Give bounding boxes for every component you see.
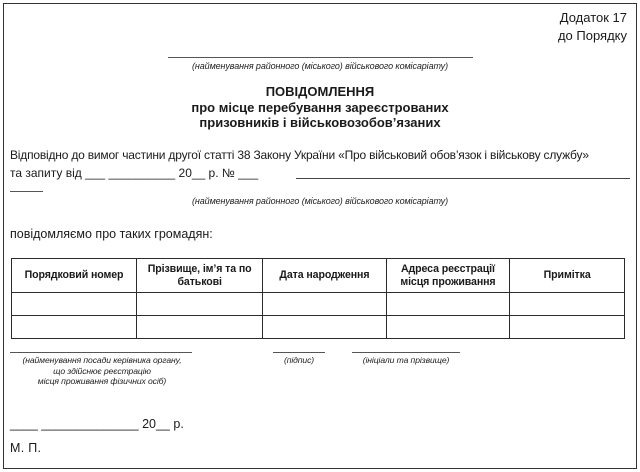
table-cell [510,316,625,339]
corner-note-line2: до Порядку [557,27,627,43]
request-fill-line [296,178,630,179]
date-fill-line: ____ ______________ 20__ р. [10,417,184,431]
table-cell [12,316,137,339]
corner-note-line1: Додаток 17 [559,10,627,25]
head-position-caption-line3: місця проживання фізичних осіб) [37,376,167,386]
table-header-full-name: Прізвище, ім’я та по батькові [137,259,263,293]
table-cell [137,293,263,316]
signature-caption: (підпис) [283,355,315,365]
intro-line1: Відповідно до вимог частини другої статті 38 Закону України «Про військовий обов’язок і військову службу» [10,148,589,162]
conscripts-table [11,258,625,339]
request-blanks-text: та запиту від ___ __________ 20__ р. № ___ [10,165,259,180]
table-header-note: Примітка [510,259,625,293]
head-position-fill-line [10,352,192,353]
intro-line2 [10,165,630,183]
table-cell [263,293,386,316]
head-position-caption-line2: що здійснює реєстрацію [53,365,151,376]
table-header-row [12,259,625,293]
head-position-caption [8,355,196,387]
document-title [0,84,640,131]
org-name-caption-top: (найменування районного (міського) військового комісаріату) [192,61,448,71]
org-name-caption-mid: (найменування районного (міського) військового комісаріату) [192,196,448,206]
table-header-registration-address: Адреса реєстрації місця проживання [386,259,510,293]
document-title-line1: ПОВІДОМЛЕННЯ [265,84,375,99]
org-name-fill-line [168,57,473,58]
short-fill-line [10,191,43,192]
corner-note [558,9,627,44]
signature-fill-line [273,352,325,353]
document-title-line3: призовників і військовозобов’язаних [199,115,441,130]
table-header-birth-date: Дата народження [263,259,386,293]
initials-caption: (ініціали та прізвище) [362,355,450,365]
table-row [12,316,625,339]
table-cell [386,316,510,339]
table-header-ordinal-number: Порядковий номер [12,259,137,293]
table-cell [12,293,137,316]
table-cell [510,293,625,316]
initials-fill-line [352,352,460,353]
table-cell [386,293,510,316]
stamp-place-label: М. П. [10,441,42,455]
table-cell [263,316,386,339]
notify-line: повідомляємо про таких громадян: [10,227,213,241]
head-position-caption-line1: (найменування посади керівника органу, [22,355,182,365]
intro-paragraph [10,147,630,182]
table-cell [137,316,263,339]
table-row [12,293,625,316]
document-title-line2: про місце перебування зареєстрованих [191,99,449,115]
